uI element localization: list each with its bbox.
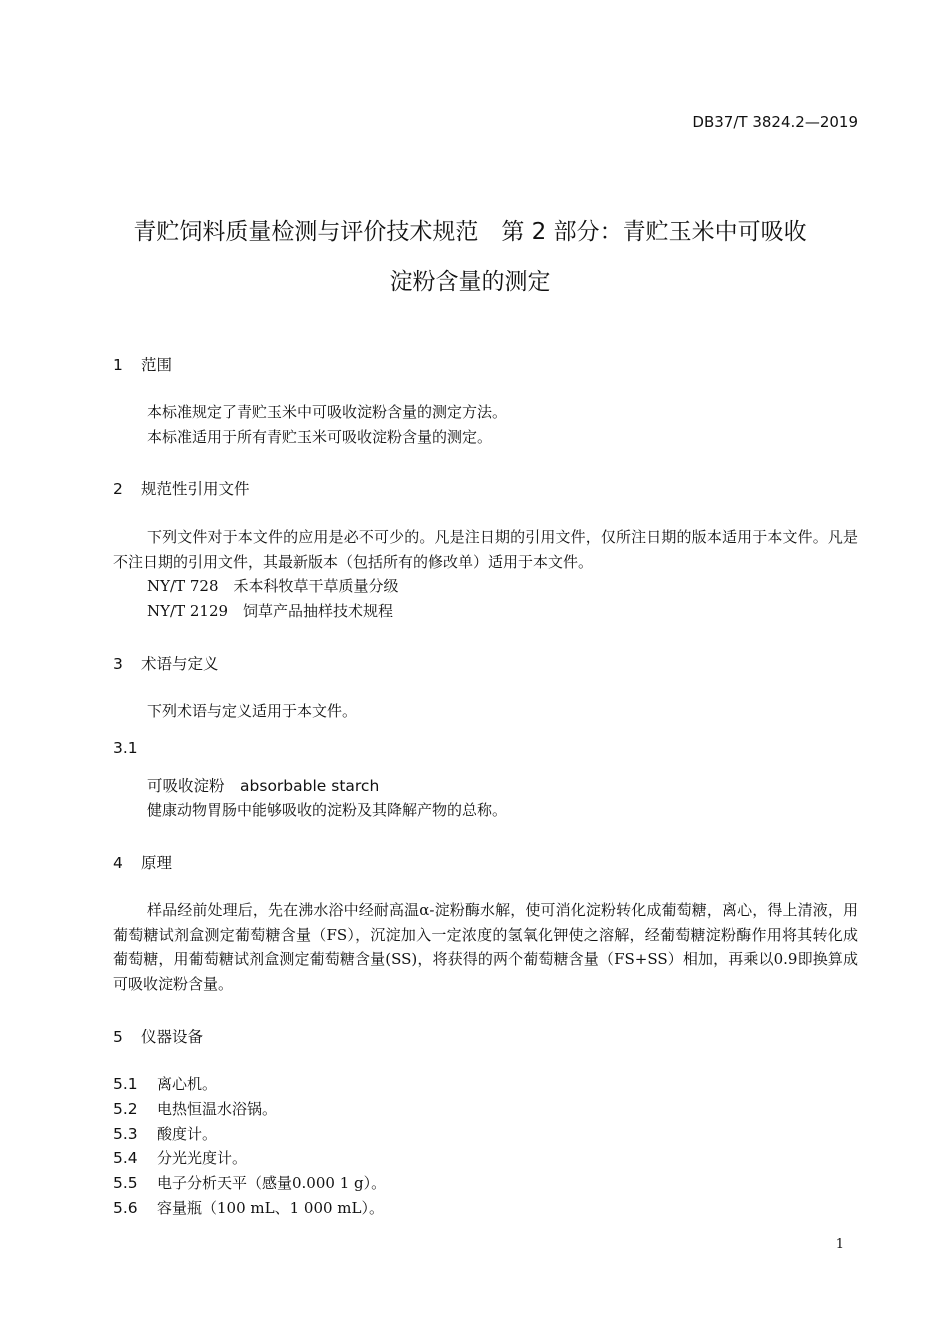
- section-number: 2: [113, 480, 123, 498]
- section-title: 术语与定义: [141, 655, 219, 673]
- scope-line-2: 本标准适用于所有青贮玉米可吸收淀粉含量的测定。: [147, 428, 493, 446]
- section-title: 规范性引用文件: [141, 480, 250, 498]
- reference-item: NY/T 2129 饲草产品抽样技术规程: [147, 602, 394, 620]
- equipment-item: [113, 1098, 277, 1119]
- section-title: 原理: [141, 854, 173, 872]
- section-3-heading: [113, 652, 219, 674]
- title-line-2: 淀粉含量的测定: [389, 269, 551, 295]
- section-1-heading: [113, 353, 172, 375]
- item-text: 电子分析天平（感量0.000 1 g）。: [157, 1174, 387, 1193]
- section-title: 范围: [141, 356, 173, 374]
- item-text: 容量瓶（100 mL、1 000 mL）。: [157, 1199, 384, 1217]
- equipment-item: [113, 1197, 384, 1218]
- equipment-item: [113, 1073, 217, 1094]
- document-title: [0, 207, 950, 307]
- item-number: 5.5: [113, 1174, 138, 1193]
- section-5-heading: [113, 1025, 203, 1047]
- section-number: 1: [113, 356, 123, 374]
- item-text: 电热恒温水浴锅。: [157, 1099, 278, 1118]
- references-paragraph: 下列文件对于本文件的应用是必不可少的。凡是注日期的引用文件，仅所注日期的版本适用于本文件。凡是不注日期的引用文件，其最新版本（包括所有的修改单）适用于本文件。: [113, 528, 858, 571]
- term-chinese: 可吸收淀粉: [147, 777, 225, 795]
- item-number: 5.2: [113, 1099, 138, 1118]
- section-number: 3: [113, 655, 123, 673]
- item-text: 分光光度计。: [157, 1149, 248, 1168]
- document-number: DB37/T 3824.2—2019: [692, 113, 858, 131]
- principle-paragraph: 样品经前处理后，先在沸水浴中经耐高温α-淀粉酶水解，使可消化淀粉转化成葡萄糖，离心，得上清液，用葡萄糖试剂盒测定葡萄糖含量（FS），沉淀加入一定浓度的氢氧化钾使之溶解，经葡萄糖淀粉酶作用将其转化成葡萄糖，用葡萄糖试剂盒测定葡萄糖含量(SS)，将获得的两个葡萄糖含量（FS+SS）相加，再乘以0.9即换算成可吸收淀粉含量。: [113, 901, 858, 994]
- terms-paragraph: 下列术语与定义适用于本文件。: [147, 702, 358, 720]
- term-heading: [147, 774, 379, 799]
- subsection-number: 3.1: [113, 739, 138, 757]
- section-4-heading: [113, 851, 172, 873]
- term-english: absorbable starch: [240, 777, 380, 795]
- item-number: 5.6: [113, 1199, 138, 1217]
- item-number: 5.4: [113, 1149, 138, 1168]
- item-text: 酸度计。: [157, 1124, 218, 1143]
- section-number: 5: [113, 1028, 123, 1046]
- section-2-heading: [113, 477, 250, 499]
- section-title: 仪器设备: [141, 1028, 204, 1046]
- reference-item: NY/T 728 禾本科牧草干草质量分级: [147, 577, 399, 595]
- page-number: 1: [835, 1237, 844, 1252]
- item-number: 5.1: [113, 1075, 138, 1093]
- equipment-item: [113, 1123, 217, 1144]
- section-number: 4: [113, 854, 123, 872]
- title-line-1: 青贮饲料质量检测与评价技术规范 第 2 部分：青贮玉米中可吸收: [133, 219, 807, 245]
- equipment-item: [113, 1172, 386, 1193]
- scope-line-1: 本标准规定了青贮玉米中可吸收淀粉含量的测定方法。: [147, 403, 508, 421]
- item-number: 5.3: [113, 1124, 138, 1143]
- equipment-item: [113, 1147, 247, 1168]
- term-definition: 健康动物胃肠中能够吸收的淀粉及其降解产物的总称。: [147, 801, 508, 819]
- item-text: 离心机。: [157, 1075, 218, 1093]
